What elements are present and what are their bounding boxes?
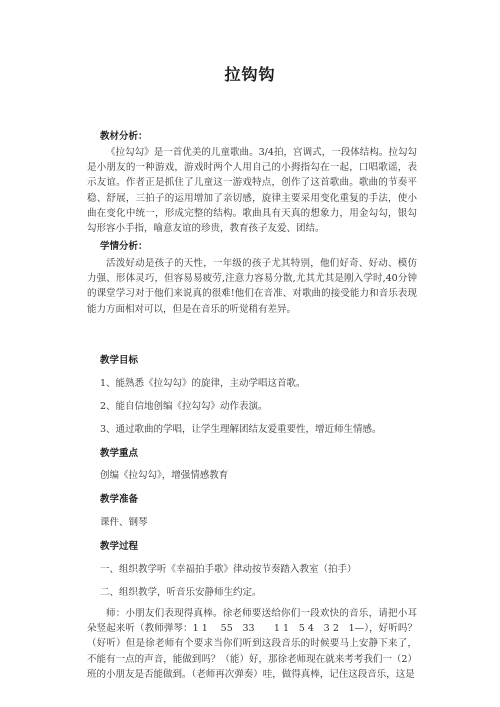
analysis-heading: 教材分析：	[100, 131, 148, 142]
process-step: 二、组织教学，听音乐安静师生约定。	[100, 587, 262, 598]
key-heading: 教学重点	[100, 448, 139, 459]
goals-heading: 教学目标	[100, 355, 139, 366]
goal-item: 2、能自信地创编《拉勾勾》动作表演。	[100, 401, 268, 412]
prep-text: 课件、钢琴	[100, 517, 148, 528]
document-title: 拉钩钩	[224, 65, 276, 84]
process-step: 一、组织教学听《幸福拍手歌》律动按节奏踏入教室（拍手）	[100, 564, 357, 575]
goal-item: 3、通过歌曲的学唱，让学生理解团结友爱重要性，增近师生情感。	[100, 424, 382, 435]
students-paragraph: 活泼好动是孩子的天性，一年级的孩子尤其特别，他们好奇、好动、模仿力强、形体灵巧，但容易易疲劳,注意力容易分散,尤其尤其是刚入学时,40分钟的课堂学习对于他们来说真的很难!他们在音准、对歌曲的接受能力和音乐表现能力方面相对可以，但是在音乐的听觉稍有差异。	[87, 258, 417, 315]
analysis-paragraph: 《拉勾勾》是一首优美的儿童歌曲。3/4拍，宫调式，一段体结构。拉勾勾是小朋友的一种游戏，游戏时两个人用自己的小拇指勾在一起，口唱歌谣，表示友谊。作者正是抓住了儿童这一游戏特点，创作了这首歌曲。歌曲的节奏平稳、舒展，三拍子的运用增加了亲切感，旋律主要采用变化重复的手法，使小曲在变化中统一，形成完整的结构。歌曲具有天真的想象力，用金勾勾，银勾勾形容小手指，喻意友谊的珍贵，教育孩子友爱、团结。	[87, 147, 417, 235]
key-text: 创编《拉勾勾》，增强情感教育	[100, 470, 229, 481]
dialogue-paragraph: 师：小朋友们表现得真棒。徐老师要送给你们一段欢快的音乐，请把小耳朵竖起来听（教师弹琴：1 1 55 33 1 1 5 4 3 2 1—），好听吗？（好听）但是徐老师有个要求当你们听到这段音乐的时候要马上安静下来了，不能有一点的声音，能做到吗？（能）好，那徐老师现在就来考考我们一（2）班的小朋友是否能做到。（老师再次弹奏）哇，做得真棒，记住这段音乐，这是	[87, 608, 417, 680]
process-heading: 教学过程	[100, 541, 139, 552]
prep-heading: 教学准备	[100, 494, 139, 505]
students-heading: 学情分析：	[100, 241, 148, 252]
goal-item: 1、能熟悉《拉勾勾》的旋律，主动学唱这首歌。	[100, 378, 306, 389]
